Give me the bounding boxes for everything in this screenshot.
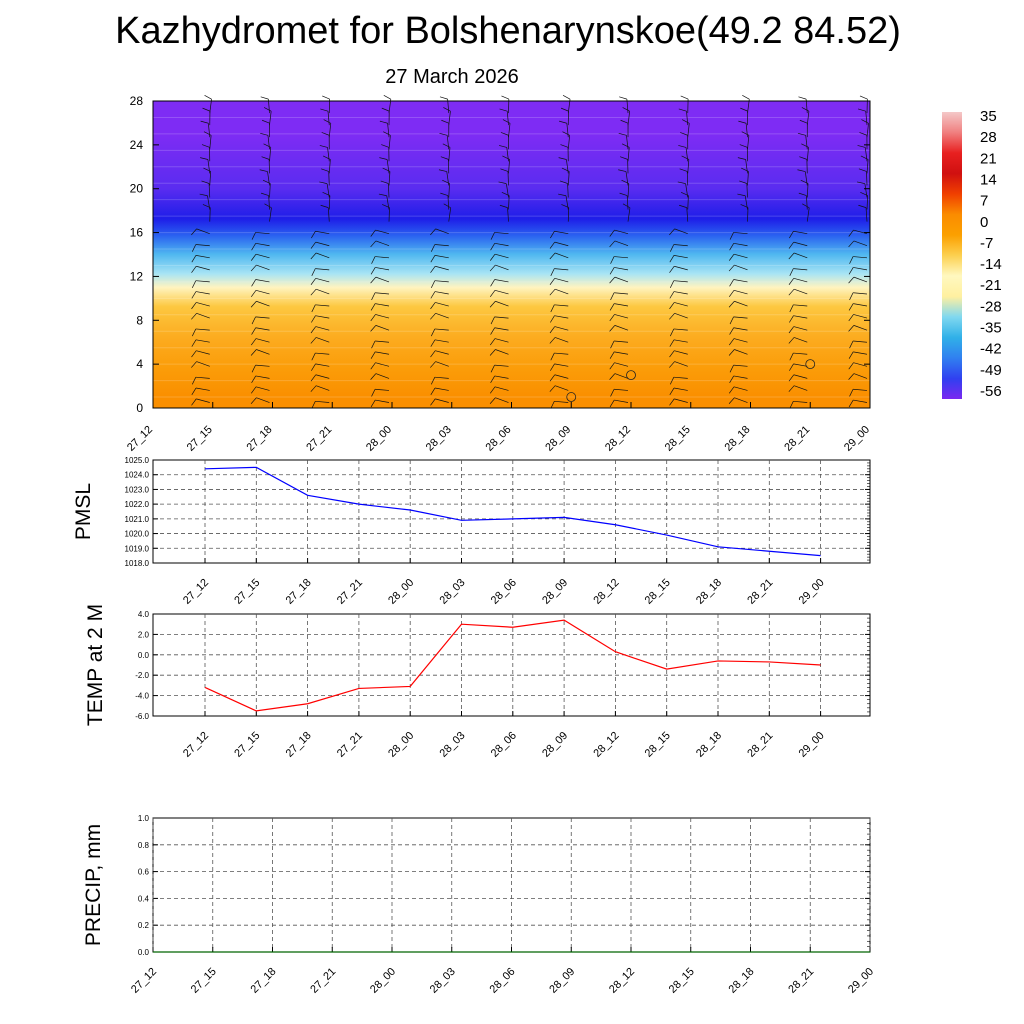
y-tick-label: 0.6 xyxy=(137,867,149,877)
colorbar-label: -35 xyxy=(980,319,1002,337)
x-tick-label: 28_06 xyxy=(487,965,518,996)
x-tick-label: 28_03 xyxy=(437,729,468,760)
colorbar-label: 35 xyxy=(980,108,997,125)
x-tick-label: 28_00 xyxy=(386,729,417,760)
cross-section-field xyxy=(153,101,870,408)
y-tick-label: 1018.0 xyxy=(124,559,149,568)
x-tick-label: 28_06 xyxy=(488,729,519,760)
x-tick-label: 28_18 xyxy=(722,423,753,454)
temp-panel xyxy=(84,604,870,760)
x-tick-label: 28_12 xyxy=(603,423,634,454)
colorbar-label: -21 xyxy=(980,277,1002,295)
x-tick-label: 27_18 xyxy=(244,423,275,454)
x-tick-label: 28_09 xyxy=(543,423,574,454)
y-tick-label: 12 xyxy=(129,269,143,284)
x-tick-label: 29_00 xyxy=(842,423,873,454)
y-tick-label: 1019.0 xyxy=(124,544,149,554)
x-tick-label: 28_12 xyxy=(591,576,622,607)
x-tick-label: 28_03 xyxy=(427,965,458,996)
x-tick-label: 28_09 xyxy=(547,965,578,996)
colorbar-label: 14 xyxy=(980,171,997,189)
y-tick-label: 1024.0 xyxy=(124,470,149,480)
colorbar-label: -56 xyxy=(980,383,1002,400)
x-tick-label: 27_21 xyxy=(334,729,366,760)
colorbar-label: -49 xyxy=(980,361,1002,379)
y-axis-label: PRECIP, mm xyxy=(82,823,105,947)
cross-section-panel xyxy=(125,94,872,454)
y-tick-label: 2.0 xyxy=(137,630,149,640)
x-tick-label: 28_09 xyxy=(540,576,571,607)
x-tick-label: 28_15 xyxy=(662,423,693,454)
x-tick-label: 27_12 xyxy=(181,729,212,760)
colorbar-scale xyxy=(942,112,962,399)
x-tick-label: 28_06 xyxy=(488,576,519,607)
y-axis-label: TEMP at 2 M xyxy=(84,603,107,727)
x-tick-label: 27_18 xyxy=(248,965,279,996)
y-tick-label: 20 xyxy=(129,181,143,196)
y-tick-label: -6.0 xyxy=(135,712,149,721)
precip-panel xyxy=(82,814,876,996)
y-tick-label: 1023.0 xyxy=(124,485,149,495)
y-tick-label: 0.4 xyxy=(137,894,149,904)
y-tick-label: 0.0 xyxy=(137,948,149,957)
colorbar-label: -7 xyxy=(980,234,994,252)
colorbar-label: -28 xyxy=(980,298,1002,316)
x-tick-label: 27_15 xyxy=(232,729,263,760)
colorbar-label: 28 xyxy=(980,129,997,147)
y-tick-label: 1022.0 xyxy=(124,500,149,510)
colorbar-label: -42 xyxy=(980,340,1002,358)
x-tick-label: 28_21 xyxy=(745,576,776,607)
x-tick-label: 28_12 xyxy=(607,965,638,996)
page-title: Kazhydromet for Bolshenarynskoe(49.2 84.52) xyxy=(115,10,901,52)
x-tick-label: 27_21 xyxy=(308,965,339,996)
y-tick-label: 8 xyxy=(136,313,143,328)
x-tick-label: 27_18 xyxy=(283,576,314,607)
y-tick-label: -2.0 xyxy=(135,671,149,681)
x-tick-label: 29_00 xyxy=(796,576,827,607)
x-tick-label: 27_18 xyxy=(283,729,314,760)
y-tick-label: 0 xyxy=(136,401,143,415)
y-tick-label: 1.0 xyxy=(137,814,149,823)
y-tick-label: -4.0 xyxy=(135,691,149,701)
y-tick-label: 16 xyxy=(129,225,143,240)
x-tick-label: 27_15 xyxy=(184,423,215,454)
x-tick-label: 28_21 xyxy=(745,729,776,760)
x-tick-label: 28_18 xyxy=(694,576,725,607)
y-tick-label: 1021.0 xyxy=(124,514,149,524)
x-tick-label: 29_00 xyxy=(796,729,827,760)
x-tick-label: 28_00 xyxy=(386,576,417,607)
y-tick-label: 0.8 xyxy=(137,840,149,850)
forecast-date: 27 March 2026 xyxy=(385,66,519,88)
y-tick-label: 24 xyxy=(129,137,143,152)
y-tick-label: 1020.0 xyxy=(124,529,149,539)
x-tick-label: 28_06 xyxy=(483,423,514,454)
x-tick-label: 28_15 xyxy=(642,729,673,760)
y-tick-label: 4.0 xyxy=(137,610,149,619)
x-tick-label: 28_03 xyxy=(437,576,468,607)
x-tick-label: 27_12 xyxy=(129,965,160,996)
x-tick-label: 27_21 xyxy=(304,423,335,454)
plot-frame xyxy=(153,614,870,716)
y-tick-label: 0.2 xyxy=(137,921,149,931)
x-tick-label: 28_18 xyxy=(694,729,725,760)
y-tick-label: 28 xyxy=(129,94,143,108)
x-tick-label: 27_12 xyxy=(181,576,212,607)
x-tick-label: 28_12 xyxy=(591,729,622,760)
x-tick-label: 28_21 xyxy=(786,965,817,996)
x-tick-label: 28_00 xyxy=(368,965,399,996)
colorbar-label: 0 xyxy=(980,213,989,231)
x-tick-label: 28_15 xyxy=(642,576,673,607)
x-tick-label: 28_21 xyxy=(782,423,813,454)
colorbar-label: 7 xyxy=(980,192,989,210)
x-tick-label: 27_15 xyxy=(188,965,219,996)
x-tick-label: 29_00 xyxy=(846,965,877,996)
y-axis-label: PMSL xyxy=(72,482,95,541)
y-tick-label: 0.0 xyxy=(137,650,149,660)
y-tick-label: 4 xyxy=(136,357,143,372)
x-tick-label: 27_12 xyxy=(125,423,156,454)
x-tick-label: 28_03 xyxy=(423,423,454,454)
pmsl-panel xyxy=(72,456,870,607)
colorbar xyxy=(942,108,1002,400)
y-tick-label: 1025.0 xyxy=(124,456,149,465)
plot-frame xyxy=(153,460,870,563)
x-tick-label: 27_15 xyxy=(232,576,263,607)
colorbar-label: -14 xyxy=(980,256,1002,274)
x-tick-label: 28_18 xyxy=(726,965,757,996)
colorbar-label: 21 xyxy=(980,150,997,168)
x-tick-label: 27_21 xyxy=(334,576,366,607)
x-tick-label: 28_15 xyxy=(666,965,697,996)
x-tick-label: 28_09 xyxy=(540,729,571,760)
x-tick-label: 28_00 xyxy=(364,423,395,454)
